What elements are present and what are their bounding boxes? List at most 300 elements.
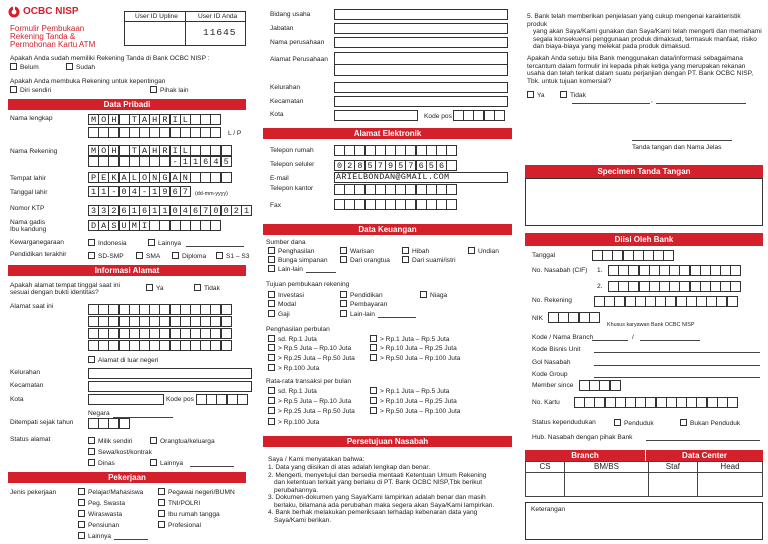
nama-rekening-label: Nama Rekening	[10, 148, 58, 155]
alamat-q-label: Apakah alamat tempat tinggal saat ini	[10, 282, 120, 289]
char-cell[interactable]: A	[170, 172, 181, 183]
gaji-checkbox[interactable]	[268, 310, 275, 317]
telp-kantor-grid[interactable]	[334, 184, 456, 195]
indonesia-label: Indonesia	[98, 240, 127, 247]
bidang-usaha-input[interactable]	[334, 9, 508, 20]
belum-label: Belum	[20, 64, 39, 71]
pembayaran-checkbox[interactable]	[340, 300, 347, 307]
char-cell[interactable]: 8	[354, 160, 365, 171]
char-cell[interactable]	[119, 418, 130, 429]
char-cell[interactable]: A	[98, 220, 109, 231]
alamat-grid-2[interactable]	[88, 316, 231, 327]
peng-3-label: > Rp.5 Juta – Rp.10 Juta	[278, 345, 352, 352]
pns-label: Pegawai negeri/BUMN	[168, 489, 235, 496]
trx-4-checkbox[interactable]	[370, 397, 377, 404]
branch-header: Branch	[525, 450, 645, 461]
char-cell[interactable]: I	[170, 114, 181, 125]
poin-5-line: dan biaya-biaya yang melekat pada produk dimaksud.	[533, 43, 691, 51]
dari-orangtua-checkbox[interactable]	[340, 256, 347, 263]
char-cell[interactable]: 3	[98, 205, 109, 216]
char-cell[interactable]	[663, 250, 674, 261]
milik-sendiri-checkbox[interactable]	[88, 437, 95, 444]
cs-col: CS	[526, 462, 565, 473]
warisan-checkbox[interactable]	[340, 247, 347, 254]
alamat-grid-4[interactable]	[88, 340, 231, 351]
investasi-checkbox[interactable]	[268, 291, 275, 298]
char-cell[interactable]: 6	[190, 205, 201, 216]
kode-group-line[interactable]	[594, 377, 760, 378]
nik-grid[interactable]	[548, 312, 599, 323]
char-cell[interactable]: O	[98, 114, 109, 125]
trx-1-checkbox[interactable]	[268, 387, 275, 394]
kode-bisnis-unit-line[interactable]	[594, 352, 760, 353]
hibah-checkbox[interactable]	[402, 247, 409, 254]
ocbc-logo	[8, 6, 79, 18]
cif-1-label: 1.	[597, 267, 603, 274]
telp-seluler-label: Telepon seluler	[270, 161, 315, 168]
char-cell[interactable]: 0	[221, 205, 232, 216]
char-cell[interactable]: T	[129, 114, 140, 125]
peng-7-checkbox[interactable]	[268, 364, 275, 371]
jenis-pekerjaan-label: Jenis pekerjaan	[10, 489, 57, 496]
char-cell[interactable]	[210, 127, 221, 138]
peng-2-label: > Rp.1 Juta – Rp.5 Juta	[380, 336, 450, 343]
setuju-tidak-label: Tidak	[570, 92, 586, 99]
trx-2-checkbox[interactable]	[370, 387, 377, 394]
pelajar-label: Pelajar/Mahasiswa	[88, 489, 144, 496]
kelurahan-input[interactable]	[88, 368, 252, 379]
char-cell[interactable]: A	[139, 145, 150, 156]
char-cell[interactable]	[494, 110, 505, 121]
char-cell[interactable]: D	[88, 220, 99, 231]
niaga-checkbox[interactable]	[420, 291, 427, 298]
diploma-checkbox[interactable]	[172, 252, 179, 259]
char-cell[interactable]	[221, 328, 232, 339]
trx-3-checkbox[interactable]	[268, 397, 275, 404]
kode-branch-line[interactable]	[592, 340, 628, 341]
bidang-usaha-label: Bidang usaha	[270, 11, 311, 18]
kodepos-perusahaan-label: Kode pos	[424, 113, 452, 120]
bunga-checkbox[interactable]	[268, 256, 275, 263]
char-cell[interactable]: E	[98, 172, 109, 183]
tempat-tanggal-line-2[interactable]	[656, 103, 746, 104]
char-cell[interactable]: A	[119, 172, 130, 183]
sd-smp-label: SD-SMP	[98, 253, 124, 260]
char-cell[interactable]	[727, 296, 738, 307]
sma-label: SMA	[146, 253, 161, 260]
lainnya-pekerjaan-checkbox[interactable]	[78, 532, 85, 539]
keterangan-label: Keterangan	[531, 506, 566, 513]
char-cell[interactable]: 2	[231, 205, 242, 216]
tni-checkbox[interactable]	[158, 499, 165, 506]
char-cell[interactable]	[221, 340, 232, 351]
bukan-penduduk-checkbox[interactable]	[680, 419, 687, 426]
peng-1-checkbox[interactable]	[268, 335, 275, 342]
specimen-box[interactable]	[525, 178, 763, 226]
gol-nasabah-line[interactable]	[594, 365, 760, 366]
setuju-tidak-checkbox[interactable]	[560, 91, 567, 98]
char-cell[interactable]	[730, 281, 741, 292]
lainnya-status-line[interactable]	[190, 466, 234, 467]
cif-1-grid[interactable]	[608, 265, 741, 276]
poin-5	[527, 13, 762, 51]
pendidikan-tujuan-label: Pendidikan	[350, 292, 383, 299]
char-cell[interactable]: 1	[180, 156, 191, 167]
comma-label: ,	[651, 97, 653, 104]
char-cell[interactable]: 6	[119, 205, 130, 216]
char-cell[interactable]: G	[159, 172, 170, 183]
sudah-label: Sudah	[76, 64, 96, 71]
belum-checkbox[interactable]	[10, 63, 17, 70]
char-cell[interactable]: 5	[221, 156, 232, 167]
alamat-ya-checkbox[interactable]	[146, 284, 153, 291]
ibu-kandung-grid[interactable]	[88, 220, 221, 231]
penghasilan-checkbox[interactable]	[268, 247, 275, 254]
char-cell[interactable]: -	[108, 186, 119, 197]
lain-sumber-label: Lain-lain	[278, 266, 303, 273]
lainnya-warga-checkbox[interactable]	[148, 239, 155, 246]
char-cell[interactable]: O	[98, 145, 109, 156]
char-cell[interactable]: 1	[129, 205, 140, 216]
char-cell[interactable]: 1	[149, 186, 160, 197]
irt-checkbox[interactable]	[158, 510, 165, 517]
char-cell[interactable]: 2	[108, 205, 119, 216]
char-cell[interactable]: 1	[98, 186, 109, 197]
no-rekening-label: No. Rekening	[532, 297, 572, 304]
persetujuan-item: 1. Data yang diisikan di atas adalah lengkap dan benar.	[268, 464, 431, 471]
char-cell[interactable]: R	[159, 145, 170, 156]
char-cell[interactable]: S	[108, 220, 119, 231]
char-cell[interactable]: 9	[385, 160, 396, 171]
char-cell[interactable]: L	[129, 172, 140, 183]
persetujuan-item: 3. Dokumen-dokumen yang Saya/Kami lampirkan adalah benar dan masih	[268, 494, 486, 502]
penduduk-checkbox[interactable]	[614, 419, 621, 426]
char-cell[interactable]: T	[129, 145, 140, 156]
char-cell[interactable]: 3	[88, 205, 99, 216]
char-cell[interactable]: 7	[180, 186, 191, 197]
lain-tujuan-checkbox[interactable]	[340, 310, 347, 317]
char-cell[interactable]: M	[88, 145, 99, 156]
alamat-perusahaan-label: Alamat Perusahaan	[270, 56, 328, 63]
s1-s3-label: S1 – S3	[226, 253, 250, 260]
pelajar-checkbox[interactable]	[78, 488, 85, 495]
profesional-checkbox[interactable]	[158, 521, 165, 528]
char-cell[interactable]: M	[88, 114, 99, 125]
alamat-elektronik-header: Alamat Elektronik	[263, 128, 512, 139]
diri-sendiri-checkbox[interactable]	[10, 86, 17, 93]
char-cell[interactable]: 5	[426, 160, 437, 171]
telp-rumah-grid[interactable]	[334, 145, 456, 156]
peng-5-checkbox[interactable]	[268, 354, 275, 361]
char-cell[interactable]	[221, 304, 232, 315]
peng-6-checkbox[interactable]	[370, 354, 377, 361]
pensiunan-checkbox[interactable]	[78, 521, 85, 528]
data-q-line: tercantum dalam formulir ini kepada pihak ketiga yang merupakan rekanan	[527, 62, 746, 70]
char-cell[interactable]	[446, 199, 457, 210]
peng-2-checkbox[interactable]	[370, 335, 377, 342]
lainnya-status-checkbox[interactable]	[150, 459, 157, 466]
char-cell[interactable]: I	[139, 220, 150, 231]
lainnya-status-label: Lainnya	[160, 460, 184, 467]
no-rekening-grid[interactable]	[594, 296, 737, 307]
wiraswasta-checkbox[interactable]	[78, 510, 85, 517]
char-cell[interactable]: 4	[210, 156, 221, 167]
pembayaran-label: Pembayaran	[350, 301, 388, 308]
trx-4-label: > Rp.10 Juta – Rp.25 Juta	[380, 398, 457, 405]
char-cell[interactable]: L	[180, 145, 191, 156]
q-rekening-label: Apakah Anda sudah memiliki Rekening Tanda di Bank OCBC NISP :	[10, 55, 210, 62]
penduduk-label: Penduduk	[624, 420, 654, 427]
char-cell[interactable]: 4	[129, 186, 140, 197]
char-cell[interactable]: L	[180, 114, 191, 125]
brand-name: OCBC NISP	[23, 6, 79, 18]
sudah-checkbox[interactable]	[66, 63, 73, 70]
char-cell[interactable]: N	[180, 172, 191, 183]
no-kartu-label: No. Kartu	[532, 399, 560, 406]
orangtua-checkbox[interactable]	[150, 437, 157, 444]
jabatan-input[interactable]	[334, 23, 508, 34]
nama-gadis-label: Nama gadis	[10, 219, 46, 226]
pendidikan-label: Pendidikan terakhir	[10, 251, 67, 258]
char-cell[interactable]: N	[149, 172, 160, 183]
telp-rumah-label: Telepon rumah	[270, 147, 314, 154]
char-cell[interactable]: 1	[241, 205, 252, 216]
alamat-tidak-checkbox[interactable]	[194, 284, 201, 291]
undian-checkbox[interactable]	[468, 247, 475, 254]
telp-kantor-label: Telepon kantor	[270, 185, 314, 192]
fax-grid[interactable]	[334, 199, 456, 210]
char-cell[interactable]: 0	[210, 205, 221, 216]
member-since-grid[interactable]	[579, 380, 620, 391]
ditempati-grid[interactable]	[88, 418, 129, 429]
undian-label: Undian	[478, 248, 499, 255]
bm-bs-sign-cell[interactable]	[565, 473, 649, 497]
kode-pos-grid[interactable]	[196, 394, 247, 405]
sumber-dana-label: Sumber dana	[266, 239, 306, 246]
char-cell[interactable]: H	[149, 114, 160, 125]
char-cell[interactable]: 1	[88, 186, 99, 197]
char-cell[interactable]: R	[159, 114, 170, 125]
luar-negeri-checkbox[interactable]	[88, 356, 95, 363]
bm-bs-col: BM/BS	[565, 462, 649, 473]
no-kartu-grid[interactable]	[574, 397, 737, 408]
persetujuan-item: perubahannya.	[274, 486, 318, 494]
hub-nasabah-label: Hub. Nasabah dengan pihak Bank	[532, 434, 633, 441]
lain-sumber-checkbox[interactable]	[268, 265, 275, 272]
nama-perusahaan-input[interactable]	[334, 37, 508, 48]
ibu-kandung-label: Ibu kandung	[10, 226, 47, 233]
lainnya-warga-line[interactable]	[186, 246, 244, 247]
trx-6-checkbox[interactable]	[370, 407, 377, 414]
telp-seluler-grid[interactable]	[334, 160, 456, 171]
char-cell[interactable]: 6	[139, 205, 150, 216]
cif-label: No. Nasabah (CIF)	[532, 267, 588, 274]
char-cell[interactable]	[446, 145, 457, 156]
dinas-checkbox[interactable]	[88, 459, 95, 466]
kota-label: Kota	[10, 396, 24, 403]
char-cell[interactable]	[446, 184, 457, 195]
kecamatan-input[interactable]	[88, 381, 252, 392]
bank-tanggal-label: Tanggal	[532, 252, 556, 259]
kodepos-perusahaan-grid[interactable]	[453, 110, 504, 121]
cs-sign-cell[interactable]	[526, 473, 565, 497]
trx-6-label: > Rp.50 Juta – Rp.100 Juta	[380, 408, 461, 415]
char-cell[interactable]	[221, 172, 232, 183]
char-cell[interactable]: 7	[405, 160, 416, 171]
char-cell[interactable]	[589, 312, 600, 323]
char-cell[interactable]	[237, 394, 248, 405]
alamat-grid-1[interactable]	[88, 304, 231, 315]
trx-5-checkbox[interactable]	[268, 407, 275, 414]
trx-7-checkbox[interactable]	[268, 418, 275, 425]
pendidikan-tujuan-checkbox[interactable]	[340, 291, 347, 298]
tanda-tangan-label: Tanda tangan dan Nama Jelas	[632, 144, 722, 151]
warisan-label: Warisan	[350, 248, 374, 255]
peng-4-checkbox[interactable]	[370, 344, 377, 351]
kec-perusahaan-label: Kecamatan	[270, 98, 304, 105]
nama-lengkap-grid-1[interactable]	[88, 114, 221, 125]
char-cell[interactable]: 4	[180, 205, 191, 216]
char-cell[interactable]: 5	[365, 160, 376, 171]
bank-tanggal-grid[interactable]	[592, 250, 674, 261]
char-cell[interactable]: 2	[344, 160, 355, 171]
tanggal-lahir-grid[interactable]	[88, 186, 190, 197]
kota-input[interactable]	[88, 394, 164, 405]
char-cell[interactable]: 1	[149, 205, 160, 216]
persetujuan-header: Persetujuan Nasabah	[263, 436, 512, 447]
char-cell[interactable]: 6	[200, 156, 211, 167]
peg-swasta-checkbox[interactable]	[78, 499, 85, 506]
peng-7-label: > Rp.100 Juta	[278, 365, 320, 372]
bunga-label: Bunga simpanan	[278, 257, 328, 264]
kel-perusahaan-input[interactable]	[334, 82, 508, 93]
penghasilan-perbulan-label: Penghasilan perbulan	[266, 326, 330, 333]
persetujuan-list	[268, 464, 512, 525]
nama-branch-line[interactable]	[640, 340, 700, 341]
char-cell[interactable]: 7	[200, 205, 211, 216]
char-cell[interactable]: P	[88, 172, 99, 183]
orangtua-label: Orangtua/keluarga	[160, 438, 215, 445]
char-cell[interactable]: -	[170, 156, 181, 167]
pihak-lain-checkbox[interactable]	[150, 86, 157, 93]
char-cell[interactable]: H	[108, 145, 119, 156]
hub-nasabah-line[interactable]	[646, 440, 760, 441]
lainnya-pekerjaan-line[interactable]	[114, 539, 148, 540]
head-sign-cell[interactable]	[697, 473, 762, 497]
char-cell[interactable]	[446, 160, 457, 171]
char-cell[interactable]: M	[129, 220, 140, 231]
char-cell[interactable]	[221, 316, 232, 327]
tanda-tangan-line[interactable]	[632, 140, 732, 141]
sewa-checkbox[interactable]	[88, 448, 95, 455]
hibah-label: Hibah	[412, 248, 430, 255]
peng-6-label: > Rp.50 Juta – Rp.100 Juta	[380, 355, 461, 362]
lainnya-pekerjaan-label: Lainnya	[88, 533, 112, 540]
staf-sign-cell[interactable]	[648, 473, 697, 497]
lp-label: L / P	[228, 130, 242, 137]
dari-suami-checkbox[interactable]	[402, 256, 409, 263]
nik-note: Khusus karyawan Bank OCBC NISP	[607, 322, 695, 328]
dari-orangtua-label: Dari orangtua	[350, 257, 390, 264]
char-cell[interactable]: 5	[395, 160, 406, 171]
char-cell[interactable]: -	[139, 186, 150, 197]
char-cell[interactable]: 1	[190, 156, 201, 167]
sewa-label: Sewa/kost/kontrak	[98, 449, 152, 456]
char-cell[interactable]: O	[139, 172, 150, 183]
sma-checkbox[interactable]	[136, 252, 143, 259]
nik-label: NIK	[532, 315, 543, 322]
s1-s3-checkbox[interactable]	[216, 252, 223, 259]
dari-suami-label: Dari suami/istri	[412, 257, 456, 264]
jabatan-label: Jabatan	[270, 25, 294, 32]
char-cell[interactable]: 0	[119, 186, 130, 197]
cif-2-label: 2.	[597, 283, 603, 290]
char-cell[interactable]: 7	[375, 160, 386, 171]
alamat-grid-3[interactable]	[88, 328, 231, 339]
setuju-ya-checkbox[interactable]	[527, 91, 534, 98]
char-cell[interactable]	[730, 265, 741, 276]
ktp-grid[interactable]	[88, 205, 251, 216]
modal-checkbox[interactable]	[268, 300, 275, 307]
sd-smp-checkbox[interactable]	[88, 252, 95, 259]
char-cell[interactable]: A	[139, 114, 150, 125]
data-q-line: Tbk. untuk tujuan komersial?	[527, 77, 612, 85]
char-cell[interactable]: 0	[170, 205, 181, 216]
char-cell[interactable]	[210, 220, 221, 231]
char-cell[interactable]	[221, 145, 232, 156]
data-pribadi-header: Data Pribadi	[8, 99, 246, 110]
cif-2-grid[interactable]	[608, 281, 741, 292]
char-cell[interactable]: I	[170, 145, 181, 156]
staf-col: Staf	[648, 462, 697, 473]
pns-checkbox[interactable]	[158, 488, 165, 495]
indonesia-checkbox[interactable]	[88, 239, 95, 246]
transaksi-label: Rata-rata transaksi per bulan	[266, 378, 352, 385]
nama-rekening-grid-1[interactable]	[88, 145, 231, 156]
nama-lengkap-grid-2[interactable]	[88, 127, 221, 138]
char-cell[interactable]: H	[108, 114, 119, 125]
char-cell[interactable]: 1	[159, 205, 170, 216]
lain-tujuan-line[interactable]	[378, 317, 416, 318]
data-center-header: Data Center	[646, 450, 763, 461]
nama-perusahaan-label: Nama perusahaan	[270, 39, 325, 46]
char-cell[interactable]: K	[108, 172, 119, 183]
kec-perusahaan-input[interactable]	[334, 96, 508, 107]
char-cell[interactable]	[727, 397, 738, 408]
char-cell[interactable]	[610, 380, 621, 391]
char-cell[interactable]: U	[119, 220, 130, 231]
user-id-anda-value[interactable]: 11645	[203, 27, 237, 38]
char-cell[interactable]	[210, 114, 221, 125]
tempat-tanggal-line-1[interactable]	[572, 103, 650, 104]
tempat-lahir-grid[interactable]	[88, 172, 231, 183]
lain-sumber-line[interactable]	[306, 272, 336, 273]
char-cell[interactable]: 0	[334, 160, 345, 171]
approval-table	[525, 461, 763, 497]
trx-5-label: > Rp.25 Juta – Rp.50 Juta	[278, 408, 355, 415]
char-cell[interactable]: 9	[159, 186, 170, 197]
email-label: E-mail	[270, 175, 289, 182]
char-cell[interactable]: 6	[416, 160, 427, 171]
char-cell[interactable]: H	[149, 145, 160, 156]
peng-3-checkbox[interactable]	[268, 344, 275, 351]
persetujuan-item: berlaku, bilamana ada perubahan maka segera akan Saya/Kami lampirkan.	[274, 501, 495, 509]
char-cell[interactable]: 6	[170, 186, 181, 197]
char-cell[interactable]: 6	[436, 160, 447, 171]
nama-rekening-grid-2[interactable]	[88, 156, 231, 167]
poin-5-line: yang akan Saya/Kami gunakan dan Saya/Kami telah mengerti dan memahami	[533, 28, 762, 36]
kota-perusahaan-input[interactable]	[334, 110, 418, 121]
